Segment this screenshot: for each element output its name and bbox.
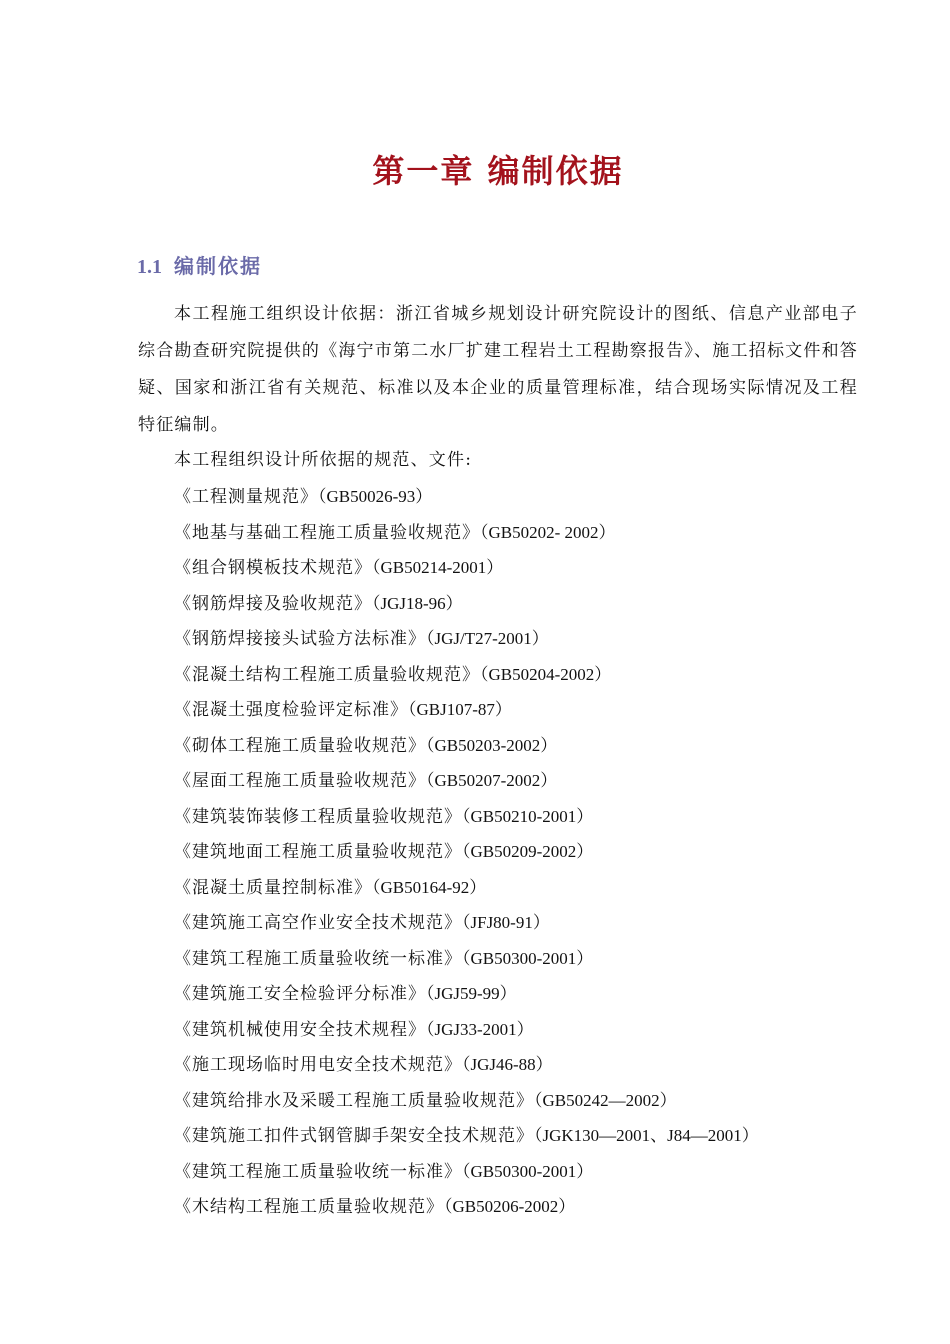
basis-paragraph: 本工程施工组织设计依据：浙江省城乡规划设计研究院设计的图纸、信息产业部电子综合勘查研究院提供的《海宁市第二水厂扩建工程岩土工程勘察报告》、施工招标文件和答疑、国家和浙江省有关规范、标准以及本企业的质量管理标准，结合现场实际情况及工程特征编制。 [138,304,858,435]
reference-name: 《建筑装饰装修工程质量验收规范》 [174,806,462,827]
reference-intro: 本工程组织设计所依据的规范、文件: [174,450,473,470]
reference-code: （JGJ18-96） [372,593,463,613]
section-title: 编制依据 [174,254,262,278]
reference-name: 《钢筋焊接接头试验方法标准》 [174,629,426,649]
reference-item [174,586,759,622]
reference-code: （GB50204-2002） [480,664,612,684]
reference-code: （GB50026-93） [318,487,433,506]
reference-code: （GB50203-2002） [426,735,558,755]
section-heading [137,250,262,279]
reference-item [174,870,759,906]
reference-name: 《建筑施工安全检验评分标准》 [174,984,426,1004]
reference-list [174,479,759,1225]
reference-name: 《建筑施工扣件式钢管脚手架安全技术规范》 [174,1126,534,1146]
reference-item [174,799,759,835]
reference-name: 《混凝土强度检验评定标准》 [174,700,408,720]
reference-code: （GB50214-2001） [372,558,504,577]
reference-code: （GB50202- 2002） [480,522,616,542]
reference-item [174,1154,759,1190]
reference-code: （GB50300-2001） [462,1161,594,1181]
reference-code: （GB50209-2002） [462,842,594,861]
reference-name: 《建筑工程施工质量验收统一标准》 [174,1161,462,1182]
reference-item [174,1189,759,1225]
reference-name: 《建筑施工高空作业安全技术规范》 [174,913,462,933]
reference-item [174,976,759,1012]
reference-name: 《地基与基础工程施工质量验收规范》 [174,522,480,543]
reference-code: （GB50210-2001） [462,806,594,826]
reference-name: 《建筑机械使用安全技术规程》 [174,1019,426,1040]
reference-name: 《建筑地面工程施工质量验收规范》 [174,842,462,862]
reference-name: 《混凝土质量控制标准》 [174,877,372,898]
reference-item [174,550,759,586]
reference-code: （GB50164-92） [372,877,487,897]
reference-item [174,763,759,799]
reference-name: 《混凝土结构工程施工质量验收规范》 [174,664,480,685]
reference-item [174,1083,759,1119]
section-number: 1.1 [137,256,162,278]
reference-item [174,834,759,870]
reference-item [174,621,759,657]
reference-item [174,692,759,728]
chapter-title: 第一章 编制依据 [372,152,624,190]
reference-code: （GB50207-2002） [426,771,558,790]
reference-item [174,515,759,551]
reference-code: （JFJ80-91） [462,913,550,932]
reference-name: 《工程测量规范》 [174,487,318,507]
reference-item [174,905,759,941]
reference-code: （JGJ33-2001） [426,1019,534,1039]
reference-code: （JGJ59-99） [426,984,517,1003]
reference-item [174,479,759,515]
reference-code: （JGJ46-88） [462,1055,553,1074]
reference-code: （JGJ/T27-2001） [426,629,549,648]
reference-item [174,728,759,764]
reference-item [174,941,759,977]
reference-name: 《钢筋焊接及验收规范》 [174,593,372,614]
reference-name: 《组合钢模板技术规范》 [174,558,372,578]
reference-item [174,1118,759,1154]
reference-name: 《建筑给排水及采暖工程施工质量验收规范》 [174,1090,534,1111]
reference-name: 《屋面工程施工质量验收规范》 [174,771,426,791]
reference-name: 《施工现场临时用电安全技术规范》 [174,1055,462,1075]
reference-item [174,1047,759,1083]
reference-name: 《建筑工程施工质量验收统一标准》 [174,948,462,969]
reference-code: （GB50300-2001） [462,948,594,968]
reference-name: 《砌体工程施工质量验收规范》 [174,735,426,756]
reference-code: （GB50242—2002） [534,1090,677,1110]
reference-code: （GB50206-2002） [444,1197,576,1216]
reference-name: 《木结构工程施工质量验收规范》 [174,1197,444,1217]
reference-item [174,1012,759,1048]
reference-code: （GBJ107-87） [408,700,512,719]
reference-code: （JGK130—2001、J84—2001） [534,1126,759,1145]
reference-item [174,657,759,693]
